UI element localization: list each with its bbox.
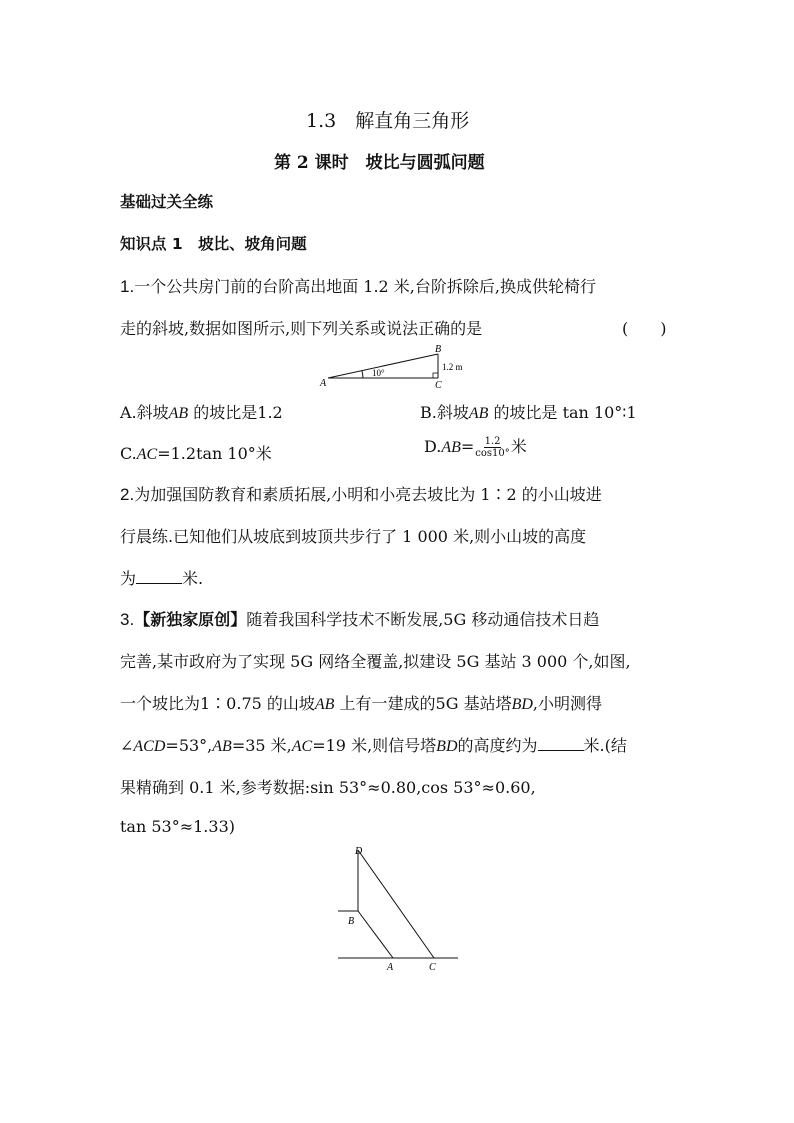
q3-tag: 【新独家原创】 [134,610,247,629]
q1-option-d-denominator: cos10° [475,448,510,459]
q1-option-c-var: AC [136,446,158,463]
q1-option-d-numerator: 1.2 [484,436,501,447]
q3-text-4d: =19 米,则信号塔 [312,736,437,755]
q2-line-1 [120,482,602,505]
q1-option-a [120,400,283,423]
q3-line-dc [358,850,434,958]
q2-line-2: 行晨练.已知他们从坡底到坡顶共步行了 1 000 米,则小山坡的高度 [120,527,587,546]
section-heading-knowledge-1: 知识点 1 坡比、坡角问题 [120,235,307,253]
q1-label-a: A [320,378,327,389]
q3-number: 3. [120,610,135,629]
q3-text-3c: ,小明测得 [532,694,603,713]
q3-line-5: 果精确到 0.1 米,参考数据:sin 53°≈0.80,cos 53°≈0.60, [120,778,536,797]
q1-option-b [420,400,637,423]
q1-option-b-text: 的坡比是 tan 10°∶1 [488,403,637,422]
q2-line-3 [120,566,203,589]
q3-label-d: D [355,846,363,857]
q3-text-4e: 的高度约为 [457,736,538,755]
q1-option-a-text: 的坡比是1.2 [188,403,283,422]
q1-answer-paren: ( ) [622,319,667,338]
q3-slope-tower-figure [330,838,470,976]
q3-line-2: 完善,某市政府为了实现 5G 网络全覆盖,拟建设 5G 基站 3 000 个,如图, [120,652,631,671]
q1-option-a-prefix: A.斜坡 [120,403,169,422]
q3-line-4 [120,733,627,756]
q1-option-a-var: AB [168,405,189,422]
q1-line-1 [120,274,596,297]
page-subtitle: 第 2 课时 坡比与圆弧问题 [274,153,485,173]
q1-option-d-fraction [475,436,509,459]
q3-text-4f: 米.(结 [583,736,627,755]
q3-text-3b: 上有一建成的5G 基站塔 [334,694,512,713]
q3-line-1 [120,607,599,630]
q1-angle-label: 10° [372,368,385,378]
q1-right-angle-mark [433,373,438,378]
q2-number: 2. [120,485,135,504]
q1-label-b: B [435,344,442,355]
q3-angle-symbol: ∠ [120,736,134,755]
q3-answer-blank[interactable] [538,736,584,751]
q3-var-acd: ACD [133,738,166,755]
q2-text-3-prefix: 为 [120,569,137,588]
q1-number: 1. [120,277,135,296]
q1-option-b-var: AB [468,405,489,422]
q1-text-1: 一个公共房门前的台阶高出地面 1.2 米,台阶拆除后,换成供轮椅行 [134,277,596,296]
q3-var-ab: AB [314,696,335,713]
q1-option-c-prefix: C. [120,444,137,463]
q3-label-b: B [348,916,355,927]
q1-line-2: 走的斜坡,数据如图所示,则下列关系或说法正确的是 [120,319,483,338]
q1-option-c [120,441,272,464]
q1-option-c-text: =1.2tan 10°米 [157,444,272,463]
section-heading-basic: 基础过关全练 [120,193,214,211]
q1-option-d-equals: = [460,437,475,456]
q2-text-3-suffix: 米. [182,569,204,588]
q1-option-d-unit: 米 [510,437,527,456]
q3-text-1: 随着我国科学技术不断发展,5G 移动通信技术日趋 [246,610,600,629]
q3-var-ac: AC [291,738,313,755]
q1-option-d-prefix: D. [424,437,442,456]
q1-option-d [424,434,527,459]
q1-height-label: 1.2 m [442,362,463,372]
q2-answer-blank[interactable] [136,569,182,584]
q3-label-c: C [429,962,436,973]
q3-var-bd-2: BD [436,738,458,755]
q1-label-c: C [435,380,442,390]
page-title: 1.3 解直角三角形 [306,110,470,132]
q3-text-4c: =35 米, [231,736,292,755]
q3-var-bd: BD [511,696,533,713]
q1-option-b-prefix: B.斜坡 [420,403,469,422]
q3-slope-ab [358,911,393,958]
q3-line-3 [120,691,602,714]
q1-triangle-figure [318,342,478,390]
q3-label-a: A [387,962,394,973]
q3-line-6: tan 53°≈1.33) [120,817,235,836]
q3-text-4b: =53°, [165,736,213,755]
q3-text-3a: 一个坡比为1∶0.75 的山坡 [120,694,315,713]
q1-option-d-var: AB [441,439,461,456]
q2-text-1: 为加强国防教育和素质拓展,小明和小亮去坡比为 1∶2 的小山坡进 [134,485,602,504]
q3-var-ab-2: AB [212,738,232,755]
q1-angle-arc [362,371,363,378]
